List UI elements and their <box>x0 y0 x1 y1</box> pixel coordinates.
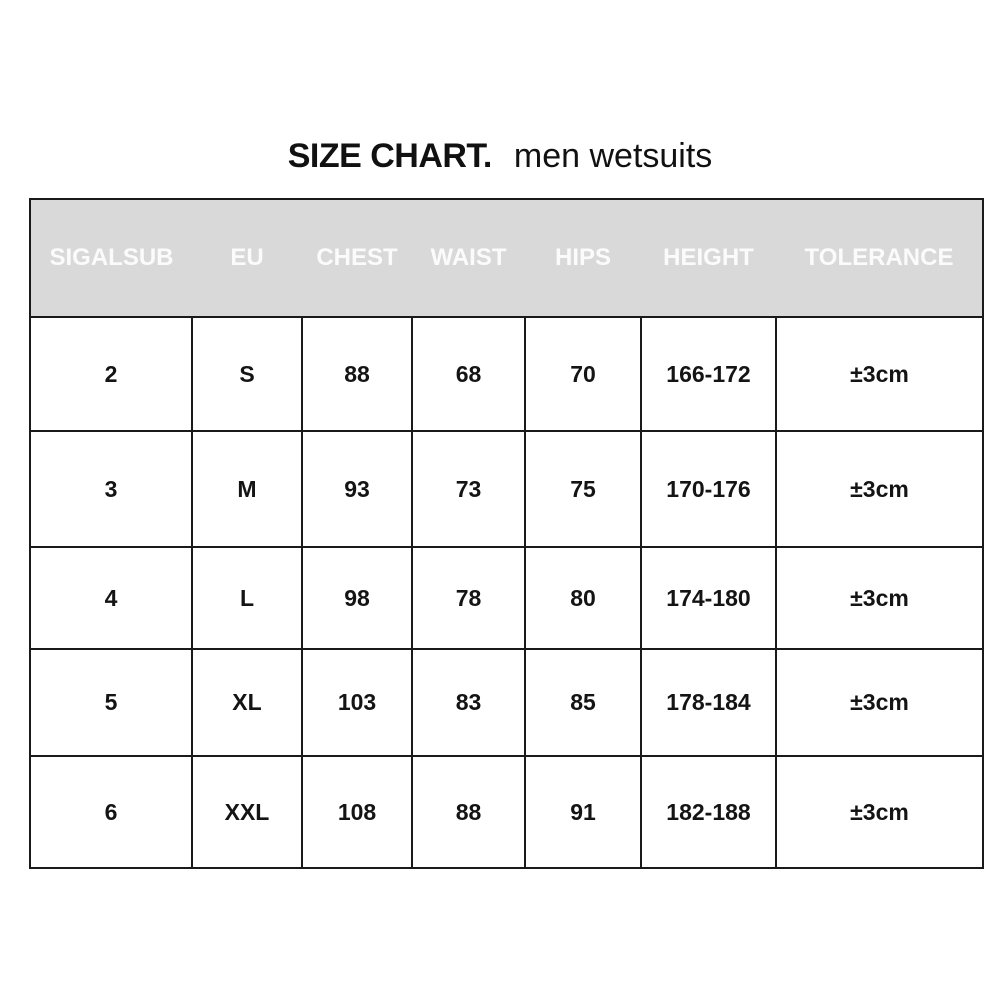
cell-tolerance: ±3cm <box>776 756 983 868</box>
cell-chest: 88 <box>302 317 412 431</box>
cell-sigalsub: 5 <box>30 649 192 756</box>
cell-hips: 85 <box>525 649 641 756</box>
cell-sigalsub: 3 <box>30 431 192 547</box>
size-chart-table <box>29 198 984 869</box>
table-header <box>30 199 983 317</box>
header-row <box>30 199 983 317</box>
cell-chest: 98 <box>302 547 412 649</box>
cell-height: 174-180 <box>641 547 776 649</box>
cell-height: 166-172 <box>641 317 776 431</box>
table-row <box>30 649 983 756</box>
header-eu: EU <box>192 199 302 317</box>
title-subtitle: men wetsuits <box>513 137 713 175</box>
cell-eu: XL <box>192 649 302 756</box>
table-row <box>30 317 983 431</box>
cell-tolerance: ±3cm <box>776 431 983 547</box>
table-body <box>30 317 983 868</box>
cell-tolerance: ±3cm <box>776 317 983 431</box>
cell-waist: 78 <box>412 547 525 649</box>
cell-hips: 80 <box>525 547 641 649</box>
table-row <box>30 431 983 547</box>
cell-eu: M <box>192 431 302 547</box>
cell-height: 182-188 <box>641 756 776 868</box>
cell-eu: L <box>192 547 302 649</box>
title-main: SIZE CHART. <box>287 137 492 175</box>
cell-sigalsub: 2 <box>30 317 192 431</box>
cell-sigalsub: 4 <box>30 547 192 649</box>
header-chest: CHEST <box>302 199 412 317</box>
page-title <box>0 134 1000 178</box>
header-tolerance: TOLERANCE <box>776 199 983 317</box>
cell-waist: 68 <box>412 317 525 431</box>
cell-sigalsub: 6 <box>30 756 192 868</box>
cell-waist: 73 <box>412 431 525 547</box>
cell-tolerance: ±3cm <box>776 649 983 756</box>
cell-chest: 93 <box>302 431 412 547</box>
cell-height: 178-184 <box>641 649 776 756</box>
header-height: HEIGHT <box>641 199 776 317</box>
cell-hips: 91 <box>525 756 641 868</box>
cell-height: 170-176 <box>641 431 776 547</box>
header-waist: WAIST <box>412 199 525 317</box>
cell-eu: XXL <box>192 756 302 868</box>
header-hips: HIPS <box>525 199 641 317</box>
cell-eu: S <box>192 317 302 431</box>
cell-tolerance: ±3cm <box>776 547 983 649</box>
table-row <box>30 756 983 868</box>
cell-hips: 70 <box>525 317 641 431</box>
table-row <box>30 547 983 649</box>
cell-hips: 75 <box>525 431 641 547</box>
cell-chest: 108 <box>302 756 412 868</box>
header-sigalsub: SIGALSUB <box>30 199 192 317</box>
cell-waist: 88 <box>412 756 525 868</box>
cell-chest: 103 <box>302 649 412 756</box>
cell-waist: 83 <box>412 649 525 756</box>
